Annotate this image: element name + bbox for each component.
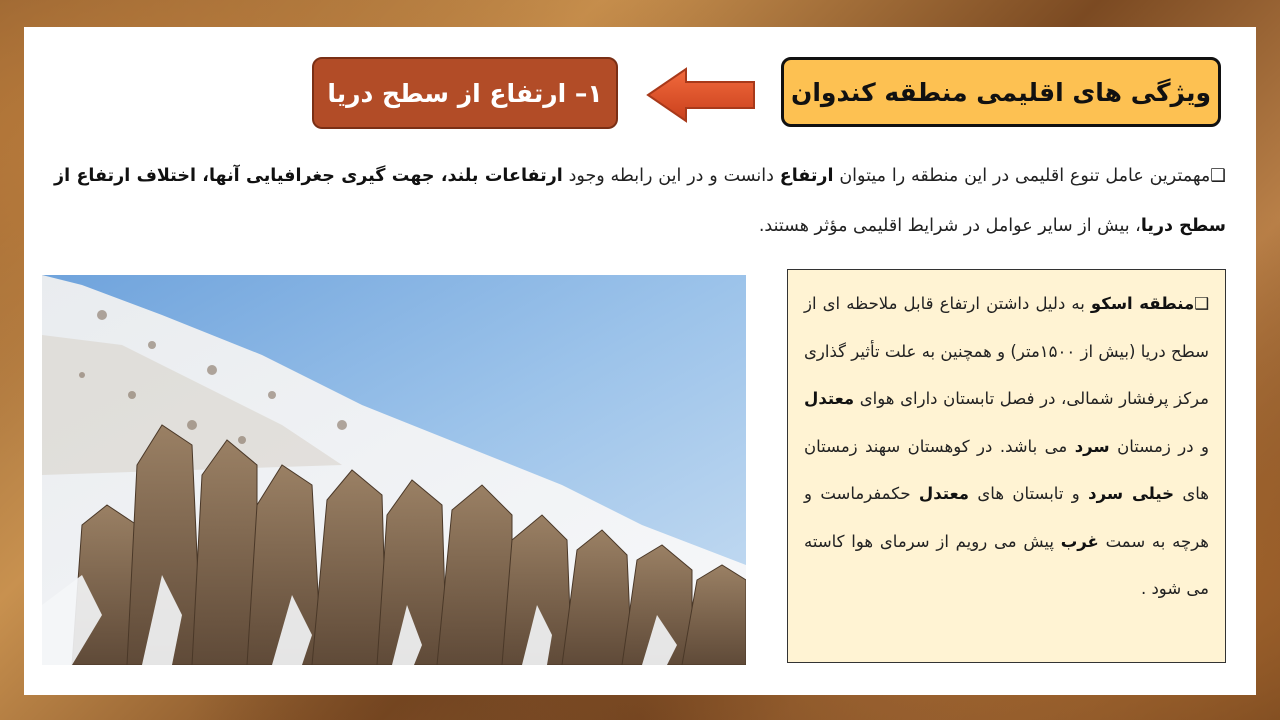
intro-paragraph (54, 151, 1226, 251)
side-part: و تابستان های (969, 484, 1089, 503)
side-part-bold: غرب (1060, 531, 1099, 551)
side-part: می باشد. در کوهستان سهند زمستان های (804, 436, 1210, 503)
intro-part: مهمترین عامل تنوع اقلیمی در این منطقه را میتوان (833, 166, 1211, 186)
slide-title-text: ویژگی های اقلیمی منطقه کندوان (791, 77, 1211, 107)
intro-part: دانست و در این رابطه وجود (562, 166, 780, 186)
bullet-square-icon: ❑ (1210, 166, 1226, 186)
intro-part-bold: ارتفاعات بلند، جهت گیری جغرافیایی آنها، اختلاف ارتفاع از سطح دریا (54, 166, 1226, 236)
side-part: و در زمستان (1109, 436, 1210, 456)
section-heading-text: ۱– ارتفاع از سطح دریا (327, 78, 603, 108)
mountain-image (42, 275, 746, 665)
side-part: حکمفرماست و هرچه به سمت (804, 484, 1209, 551)
side-part-bold: منطقه اسکو (1090, 294, 1195, 313)
bullet-square-icon: ❑ (1194, 294, 1209, 313)
side-part: پیش می رویم از سرمای هوا کاسته می شود . (804, 531, 1209, 598)
slide (24, 27, 1256, 695)
eskoo-info-box (787, 269, 1226, 663)
intro-part-bold: ارتفاع (779, 166, 834, 186)
side-part-bold: معتدل (804, 389, 855, 408)
side-part: به دلیل داشتن ارتفاع قابل ملاحظه ای از سطح دریا (بیش از ۱۵۰۰متر) و همچنین به علت تأثیر گذاری مرکز پرفشار شمالی، در فصل تابستان دارای هوای (804, 294, 1209, 408)
intro-part: ، بیش از سایر عوامل در شرایط اقلیمی مؤثر هستند. (758, 216, 1141, 236)
side-part-bold: معتدل (918, 484, 970, 503)
left-arrow-icon (646, 67, 756, 123)
side-part-bold: خیلی سرد (1088, 484, 1174, 503)
side-part-bold: سرد (1074, 436, 1110, 456)
eskoo-info-text (804, 280, 1209, 613)
slide-title (781, 57, 1221, 127)
snowy-rock-mountain-photo (42, 275, 746, 665)
section-heading (312, 57, 618, 129)
